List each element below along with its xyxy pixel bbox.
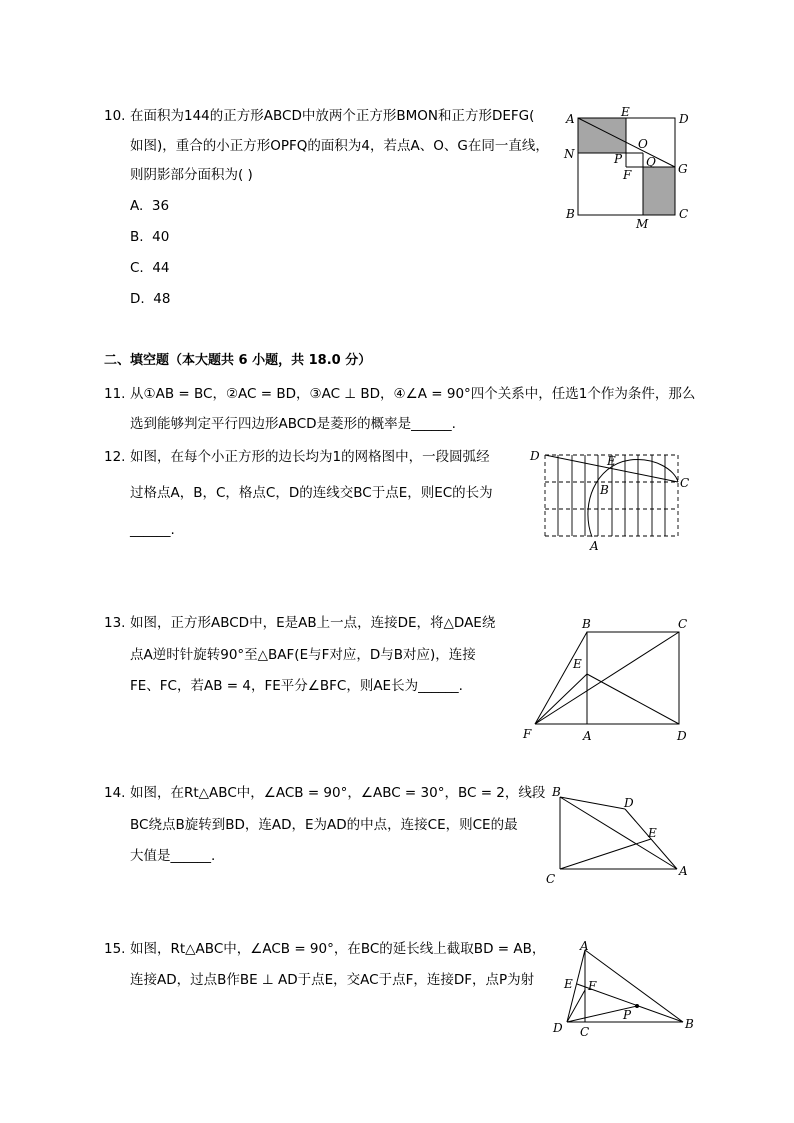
label-B: B xyxy=(566,207,575,221)
shaded-rect-top-left xyxy=(578,118,626,153)
q13-figure xyxy=(515,612,695,747)
q10-option-a[interactable] xyxy=(130,197,169,215)
label-D: D xyxy=(530,449,540,463)
option-value: 48 xyxy=(153,291,171,307)
q14-line1: 如图，在Rt△ABC中，∠ACB = 90°，∠ABC = 30°，BC = 2，线段 xyxy=(130,785,546,801)
label-P: P xyxy=(614,152,623,166)
q13-line2: 点A逆时针旋转90°至△BAF(E与F对应，D与B对应)，连接 xyxy=(130,647,476,663)
segment-df xyxy=(567,990,585,1022)
label-F: F xyxy=(588,979,597,993)
label-B: B xyxy=(685,1017,694,1031)
label-Q: Q xyxy=(646,155,656,169)
q11-line1: 从①AB = BC，②AC = BD，③AC ⊥ BD，④∠A = 90°四个关系中，任选1个作为条件，那么 xyxy=(130,386,696,402)
q10-option-b[interactable] xyxy=(130,228,169,246)
q14-line3: 大值是______. xyxy=(130,848,216,864)
segment-ce xyxy=(560,839,651,869)
label-D: D xyxy=(679,112,689,126)
label-B: B xyxy=(552,785,561,799)
q12-figure xyxy=(530,445,690,555)
label-B: B xyxy=(600,483,609,497)
label-E: E xyxy=(648,826,657,840)
label-B: B xyxy=(582,617,591,631)
q14-number: 14. xyxy=(104,785,126,801)
option-letter: D. xyxy=(130,291,145,307)
segment-fb xyxy=(535,632,587,724)
label-D: D xyxy=(677,729,687,743)
label-C: C xyxy=(679,207,689,221)
segment-ab xyxy=(585,950,683,1022)
label-A: A xyxy=(679,864,688,878)
q15-line2: 连接AD，过点B作BE ⊥ AD于点E，交AC于点F，连接DF，点P为射 xyxy=(130,972,535,988)
option-letter: B. xyxy=(130,229,144,245)
q13-number: 13. xyxy=(104,615,126,631)
label-D: D xyxy=(553,1021,563,1035)
square-abcd xyxy=(587,632,679,724)
label-E: E xyxy=(573,657,582,671)
option-value: 36 xyxy=(151,198,170,214)
q10-line3: 则阴影部分面积为( ) xyxy=(130,167,253,183)
q14-figure xyxy=(540,783,700,888)
label-E: E xyxy=(564,977,573,991)
label-F: F xyxy=(523,727,532,741)
label-C: C xyxy=(680,476,690,490)
label-C: C xyxy=(678,617,688,631)
q10-number: 10. xyxy=(104,108,126,124)
q10-option-d[interactable] xyxy=(130,290,170,308)
q13-line1: 如图，正方形ABCD中，E是AB上一点，连接DE，将△DAE绕 xyxy=(130,615,496,631)
segment-fe xyxy=(535,674,587,724)
label-P: P xyxy=(623,1008,632,1022)
option-letter: C. xyxy=(130,260,144,276)
label-A: A xyxy=(583,729,592,743)
q12-number: 12. xyxy=(104,449,126,465)
q12-line2: 过格点A，B，C，格点C，D的连线交BC于点E，则EC的长为 xyxy=(130,485,493,501)
label-F: F xyxy=(623,168,632,182)
label-A: A xyxy=(566,112,575,126)
label-E: E xyxy=(621,105,630,119)
q10-option-c[interactable] xyxy=(130,259,170,277)
label-C: C xyxy=(546,872,556,886)
label-N: N xyxy=(564,147,575,161)
q14-line2: BC绕点B旋转到BD，连AD，E为AD的中点，连接CE，则CE的最 xyxy=(130,817,518,833)
label-C: C xyxy=(580,1025,590,1039)
label-M: M xyxy=(636,217,649,231)
q11-line2: 选到能够判定平行四边形ABCD是菱形的概率是______. xyxy=(130,416,456,432)
shaded-rect-bottom-right xyxy=(643,167,675,215)
q15-number: 15. xyxy=(104,941,126,957)
arc-abc xyxy=(588,460,678,537)
option-letter: A. xyxy=(130,198,144,214)
option-value: 40 xyxy=(152,229,170,245)
label-O: O xyxy=(638,137,648,151)
q15-line1: 如图，Rt△ABC中，∠ACB = 90°，在BC的延长线上截取BD = AB， xyxy=(130,941,546,957)
label-D: D xyxy=(624,796,634,810)
label-A: A xyxy=(590,539,599,553)
option-value: 44 xyxy=(152,260,170,276)
q10-line1: 在面积为144的正方形ABCD中放两个正方形BMON和正方形DEFG( xyxy=(130,108,535,124)
label-G: G xyxy=(678,162,688,176)
q15-figure xyxy=(545,938,700,1043)
label-E: E xyxy=(607,454,616,468)
segment-fc xyxy=(535,632,679,724)
section2-title: 二、填空题（本大题共 6 小题，共 18.0 分） xyxy=(104,353,372,368)
segment-ed xyxy=(587,674,679,724)
q12-line1: 如图，在每个小正方形的边长均为1的网格图中，一段圆弧经 xyxy=(130,449,490,465)
q12-line3: ______. xyxy=(130,522,175,538)
q10-line2: 如图)，重合的小正方形OPFQ的面积为4，若点A、O、G在同一直线， xyxy=(130,138,549,154)
q13-line3: FE、FC，若AB = 4，FE平分∠BFC，则AE长为______. xyxy=(130,678,463,694)
q11-number: 11. xyxy=(104,386,126,402)
point-p xyxy=(635,1004,639,1008)
q10-figure xyxy=(560,105,700,233)
label-A: A xyxy=(580,939,589,953)
